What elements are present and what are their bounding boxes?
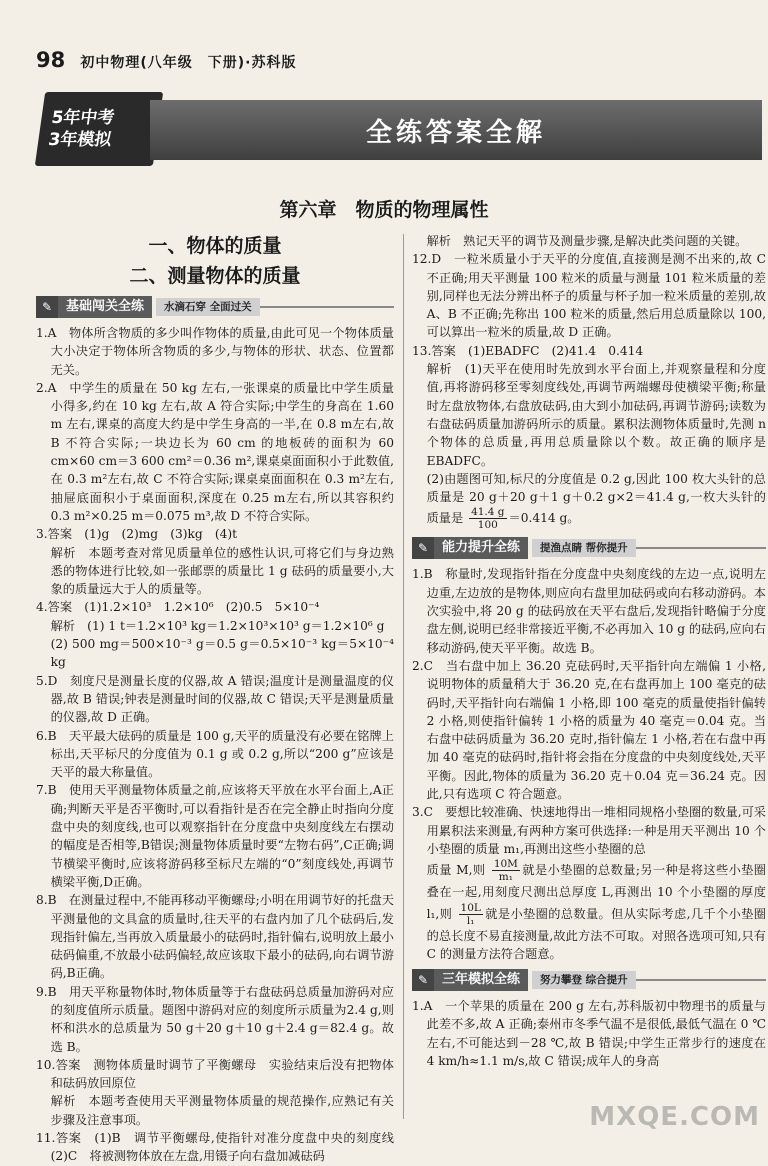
column-divider — [403, 234, 404, 1119]
watermark: MXQE.COM — [589, 1102, 760, 1132]
page-number: 98 — [36, 48, 66, 72]
logo-line-2: 3年模拟 — [47, 130, 113, 150]
answer-paragraph: 6.B 天平最大砝码的质量是 100 g,天平的质量没有必要在铭牌上标出,天平标尺的分度值为 0.1 g 或 0.2 g,所以“200 g”应该是天平的最大称量值。 — [36, 728, 394, 780]
answer-paragraph: 2.A 中学生的质量在 50 kg 左右,一张课桌的质量比中学生质量小得多,约在 10 kg 左右,故 A 符合实际;中学生的身高在 1.60 m 左右,课桌的高度大约是中学生身高的一半,在 0.8 m左右,故 B 不符合实际;一块边长为 60 cm 的地板砖的面积为 60 cm×60 cm＝3 600 cm²＝0.36 m²,课桌桌面面积小于此数值,在 0.3 m²左右,故 C 不符合实际;课桌桌面面积在 0.3 m²左右,抽屉底面积小于桌面面积,深度在 0.25 m左右,所以其容积约 0.3 m²×0.25 m＝0.075 m³,故 D 不符合实际。 — [36, 380, 394, 523]
analysis-paragraph: 解析 熟记天平的调节及测量步骤,是解决此类问题的关键。 — [426, 234, 748, 248]
fraction-numerator: 41.4 g — [471, 506, 505, 519]
banner-title: 全练答案全解 — [365, 117, 546, 148]
answer-paragraph: 1.B 称量时,发现指针指在分度盘中央刻度线的左边一点,说明左边重,左边放的是物体,则应向右盘里加砝码或向右移动游码。本次实验中,将 20 g 的砝码放在天平右盘后,发现指针略偏于分度盘左侧,说明已经非常接近平衡,不必再加入 10 g 的砝码,应向右移动游码,使天平平衡。故选 B。 — [412, 567, 766, 655]
analysis-text: (2)由题图可知,标尺的分度值是 0.2 g,因此 100 枚大头针的总质量是 20 g＋20 g＋1 g＋0.2 g×2＝41.4 g,一枚大头针的质量是 — [426, 471, 766, 526]
answer-paragraph: 7.B 使用天平测量物体质量之前,应该将天平放在水平台面上,A正确;判断天平是否平衡时,可以看指针是否在完全静止时指向分度盘中央的刻度线,也可以观察指针在分度盘中央刻度线左右摆动的幅度是否相等,B错误;测量物体质量时要“左物右码”,C正确;调节横梁平衡时,应该将游码移至标尺左端的“0”刻度线处,再调节横梁平衡,D正确。 — [36, 783, 394, 889]
analysis-paragraph: 解析 本题考查使用天平测量物体质量的规范操作,应熟记有关步骤及注意事项。 — [50, 1094, 394, 1127]
pencil-icon: ✎ — [412, 537, 434, 559]
bar-subtitle: 提渔点睛 帮你提升 — [532, 539, 636, 557]
analysis-paragraph: 解析 (1) 1 t＝1.2×10³ kg＝1.2×10³×10³ g＝1.2×10⁶ g — [50, 618, 385, 633]
bar-name: 三年模拟全练 — [434, 969, 528, 991]
answer-paragraph: 1.A 一个苹果的质量在 200 g 左右,苏科版初中物理书的质量与此差不多,故 A 正确;泰州市冬季气温不是很低,最低气温在 0 ℃左右,不可能达到－28 ℃,故 B 错误;中学生正常步行的速度在 4 km/h≈1.1 m/s,故 C 错误;成年人的身高 — [412, 999, 766, 1068]
bar-subtitle: 水滴石穿 全面过关 — [156, 298, 260, 316]
left-column — [36, 230, 407, 1166]
analysis-paragraph: (2) 500 mg＝500×10⁻³ g＝0.5 g＝0.5×10⁻³ kg＝5×10⁻⁴ kg — [50, 637, 394, 670]
answer-paragraph: 9.B 用天平称量物体时,物体质量等于右盘砝码总质量加游码对应的刻度值所示质量。题图中游码对应的刻度所示质量为2.4 g,则杯和洪水的总质量为 50 g＋20 g＋10 g＋2.4 g＝82.4 g。故选 B。 — [36, 984, 394, 1054]
fraction-denominator: 100 — [477, 519, 498, 532]
bar-subtitle: 努力攀登 综合提升 — [532, 971, 636, 989]
answer-paragraph: 13.答案 (1)EBADFC (2)41.4 0.414 — [412, 343, 644, 358]
answer-banner — [150, 100, 762, 160]
fraction-denominator: m₁ — [498, 871, 513, 884]
fraction-numerator: 10M — [493, 858, 518, 871]
answer-paragraph: 3.答案 (1)g (2)mg (3)kg (4)t — [36, 527, 238, 542]
answer-paragraph: 4.答案 (1)1.2×10³ 1.2×10⁶ (2)0.5 5×10⁻⁴ — [36, 600, 320, 615]
text: 就是小垫圈的总数量。但从实际考虑,几千个小垫圈的总长度不易直接测量,故此方法不可取。对照各选项可知,只有 C 的测量方法符合题意。 — [426, 906, 766, 961]
three-year-practice-bar — [412, 969, 766, 991]
fraction — [469, 506, 506, 531]
text: 质量 M,则 — [426, 863, 486, 878]
book-title: 初中物理(八年级 下册)·苏科版 — [80, 55, 297, 71]
answer-paragraph: 8.B 在测量过程中,不能再移动平衡螺母;小明在用调节好的托盘天平测量他的文具盒的质量时,往天平的右盘内加了几个砝码后,发现指针偏左,当再放入质量最小的砝码时,指针偏右,说明放上最小砝码偏重,不放最小砝码偏轻,故应该取下最小的砝码,向右调节游码,B正确。 — [36, 893, 394, 981]
section-title-1: 一、物体的质量 — [148, 235, 282, 257]
answer-paragraph — [412, 858, 766, 963]
answer-paragraph: 3.C 要想比较准确、快速地得出一堆相同规格小垫圈的数量,可采用累积法来测量,有两种方案可供选择:一种是用天平测出 10 个小垫圈的质量 m₁,再测出这些小垫圈的总 — [412, 805, 766, 856]
answer-paragraph: 1.A 物体所含物质的多少叫作物体的质量,由此可见一个物体质量大小决定于物体所含物质的多少,与物体的形状、状态、位置都无关。 — [36, 326, 394, 377]
right-column — [412, 232, 766, 1070]
answer-paragraph: 2.C 当右盘中加上 36.20 克砝码时,天平指针向左端偏 1 小格,说明物体的质量稍大于 36.20 克,在右盘再加上 100 毫克的砝码时,天平指针向右端偏 1 小格,即 100 毫克的质量使指针偏转 2 小格,则使指针偏转 1 小格的质量为 40 毫克＝0.04 克。当右盘中砝码质量为 36.20 克时,指针偏左 1 小格,若在右盘中再加 40 毫克的砝码时,指针将会指在分度盘的中央刻度线处,天平平衡。因此,物体的质量为 36.20 克＋0.04 克＝36.24 克。因此,只有选项 C 符合题意。 — [412, 658, 766, 802]
fraction-numerator: 10L — [460, 901, 481, 914]
fraction-denominator: l₁ — [466, 914, 475, 927]
page-header — [36, 48, 296, 72]
answer-paragraph: 10.答案 测物体质量时调节了平衡螺母 实验结束后没有把物体和砝码放回原位 — [36, 1057, 394, 1091]
text: 就是小垫圈的总数量;另一种是将这些小垫圈叠在一起,用刻度尺测出总厚度 L,再测出 10 个小垫圈的厚度 l₁,则 — [426, 863, 766, 921]
answer-paragraph: 12.D 一粒米质量小于天平的分度值,直接测是测不出来的,故 C 不正确;用天平测量 100 粒米的质量与测量 101 粒米质量的差别,同样也无法分辨出杯子的质量与杯子加一粒米质量的差别,故 A、B 不正确;先称出 100 粒米的质量,然后用总质量除以 100,可以算出一粒米的质量,故 D 正确。 — [412, 252, 766, 340]
analysis-paragraph: 解析 (1)天平在使用时先放到水平台面上,并观察量程和分度值,再将游码移至零刻度线处,再调节两端螺母使横梁平衡;称量时左盘放物体,右盘放砝码,由大到小加砝码,再调节游码;读数为右盘砝码质量加游码所示的质量。累积法测物体质量时,先测 n 个物体的总质量,再用总质量除以个数。故正确的顺序是 EBADFC。 — [426, 362, 766, 468]
section-title-2: 二、测量物体的质量 — [129, 265, 301, 287]
bar-name: 能力提升全练 — [434, 537, 528, 559]
series-logo — [35, 92, 163, 166]
fraction — [492, 858, 520, 883]
logo-line-1: 5年中考 — [50, 108, 116, 128]
bar-name: 基础闯关全练 — [58, 296, 152, 318]
chapter-title: 第六章 物质的物理属性 — [279, 199, 489, 221]
pencil-icon: ✎ — [412, 969, 434, 991]
analysis-paragraph — [412, 470, 766, 532]
fraction-tail: ＝0.414 g。 — [508, 511, 580, 526]
basic-practice-bar — [36, 296, 394, 318]
analysis-paragraph: 解析 本题考查对常见质量单位的感性认识,可将它们与身边熟悉的物体进行比较,如一张邮票的质量比 1 g 砝码的质量要小,大象的质量远大于人的质量等。 — [50, 545, 394, 597]
answer-paragraph: 11.答案 (1)B 调节平衡螺母,使指针对准分度盘中央的刻度线 (2)C 将被测物体放在左盘,用镊子向右盘加减砝码 — [36, 1131, 407, 1164]
fraction — [459, 902, 483, 927]
ability-practice-bar — [412, 537, 766, 559]
pencil-icon: ✎ — [36, 296, 58, 318]
answer-paragraph: 5.D 刻度尺是测量长度的仪器,故 A 错误;温度计是测量温度的仪器,故 B 错误;钟表是测量时间的仪器,故 C 错误;天平是测量质量的仪器,故 D 正确。 — [36, 673, 394, 725]
